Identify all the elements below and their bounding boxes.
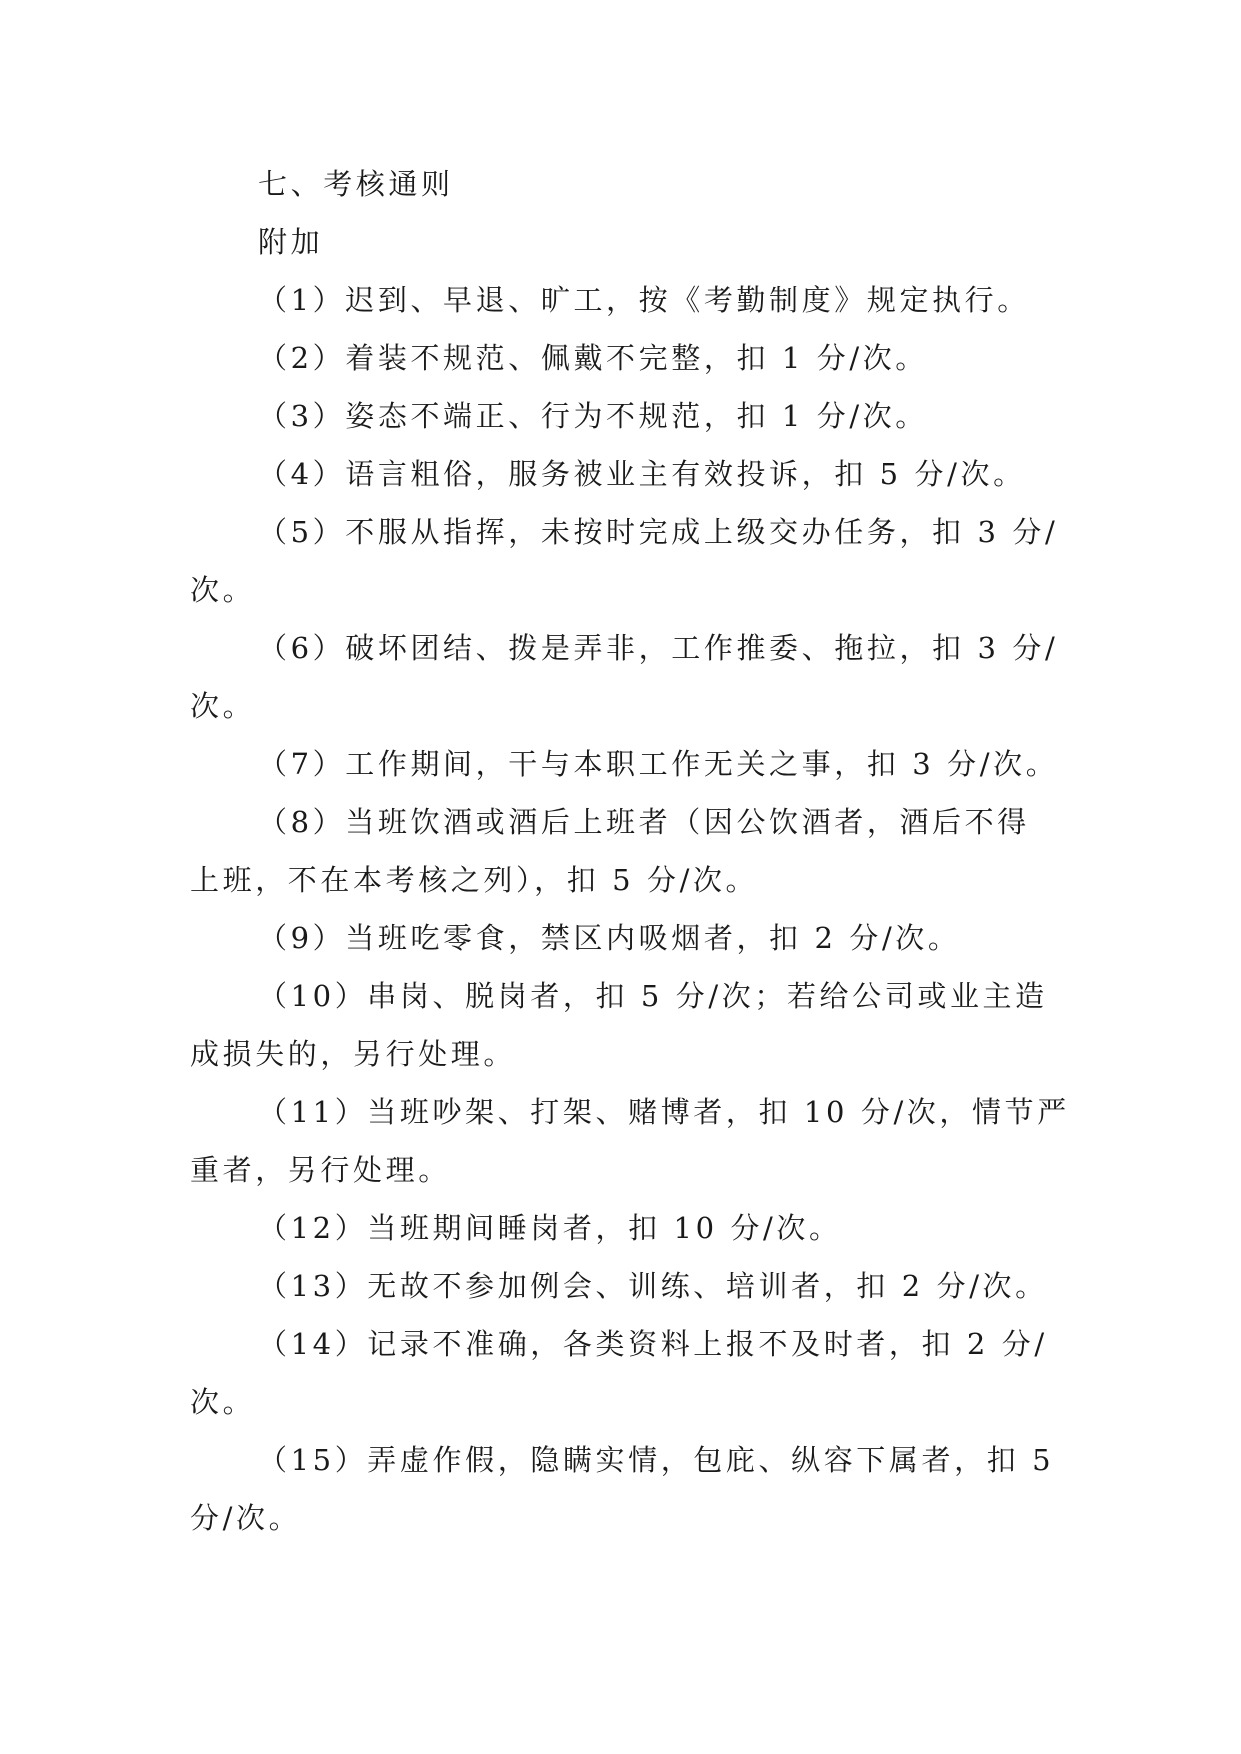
rule-item-5: （5）不服从指挥，未按时完成上级交办任务，扣 3 分/	[258, 515, 1059, 549]
rule-item-13: （13）无故不参加例会、训练、培训者，扣 2 分/次。	[258, 1269, 1048, 1303]
subheading: 附加	[258, 225, 324, 259]
rule-item-15: （15）弄虚作假，隐瞒实情，包庇、纵容下属者，扣 5	[258, 1443, 1055, 1477]
rule-item-11: （11）当班吵架、打架、赌博者，扣 10 分/次，情节严	[258, 1095, 1070, 1129]
rule-item-12: （12）当班期间睡岗者，扣 10 分/次。	[258, 1211, 842, 1245]
rule-item-15-continued: 分/次。	[190, 1501, 302, 1535]
rule-item-14-continued: 次。	[190, 1385, 256, 1419]
rule-item-10: （10）串岗、脱岗者，扣 5 分/次；若给公司或业主造	[258, 979, 1048, 1013]
rule-item-11-continued: 重者，另行处理。	[190, 1153, 451, 1187]
rule-item-9: （9）当班吃零食，禁区内吸烟者，扣 2 分/次。	[258, 921, 961, 955]
section-heading: 七、考核通则	[258, 167, 454, 201]
rule-item-6: （6）破坏团结、拨是弄非，工作推委、拖拉，扣 3 分/	[258, 631, 1059, 665]
rule-item-7: （7）工作期间，干与本职工作无关之事，扣 3 分/次。	[258, 747, 1059, 781]
rule-item-4: （4）语言粗俗，服务被业主有效投诉，扣 5 分/次。	[258, 457, 1026, 491]
rule-item-10-continued: 成损失的，另行处理。	[190, 1037, 517, 1071]
rule-item-8-continued: 上班，不在本考核之列），扣 5 分/次。	[190, 863, 759, 897]
rule-item-8: （8）当班饮酒或酒后上班者（因公饮酒者，酒后不得	[258, 805, 1030, 839]
rule-item-3: （3）姿态不端正、行为不规范，扣 1 分/次。	[258, 399, 928, 433]
rule-item-6-continued: 次。	[190, 689, 256, 723]
rule-item-5-continued: 次。	[190, 573, 256, 607]
rule-item-2: （2）着装不规范、佩戴不完整，扣 1 分/次。	[258, 341, 928, 375]
rule-item-1: （1）迟到、早退、旷工，按《考勤制度》规定执行。	[258, 283, 1030, 317]
rule-item-14: （14）记录不准确，各类资料上报不及时者，扣 2 分/	[258, 1327, 1048, 1361]
